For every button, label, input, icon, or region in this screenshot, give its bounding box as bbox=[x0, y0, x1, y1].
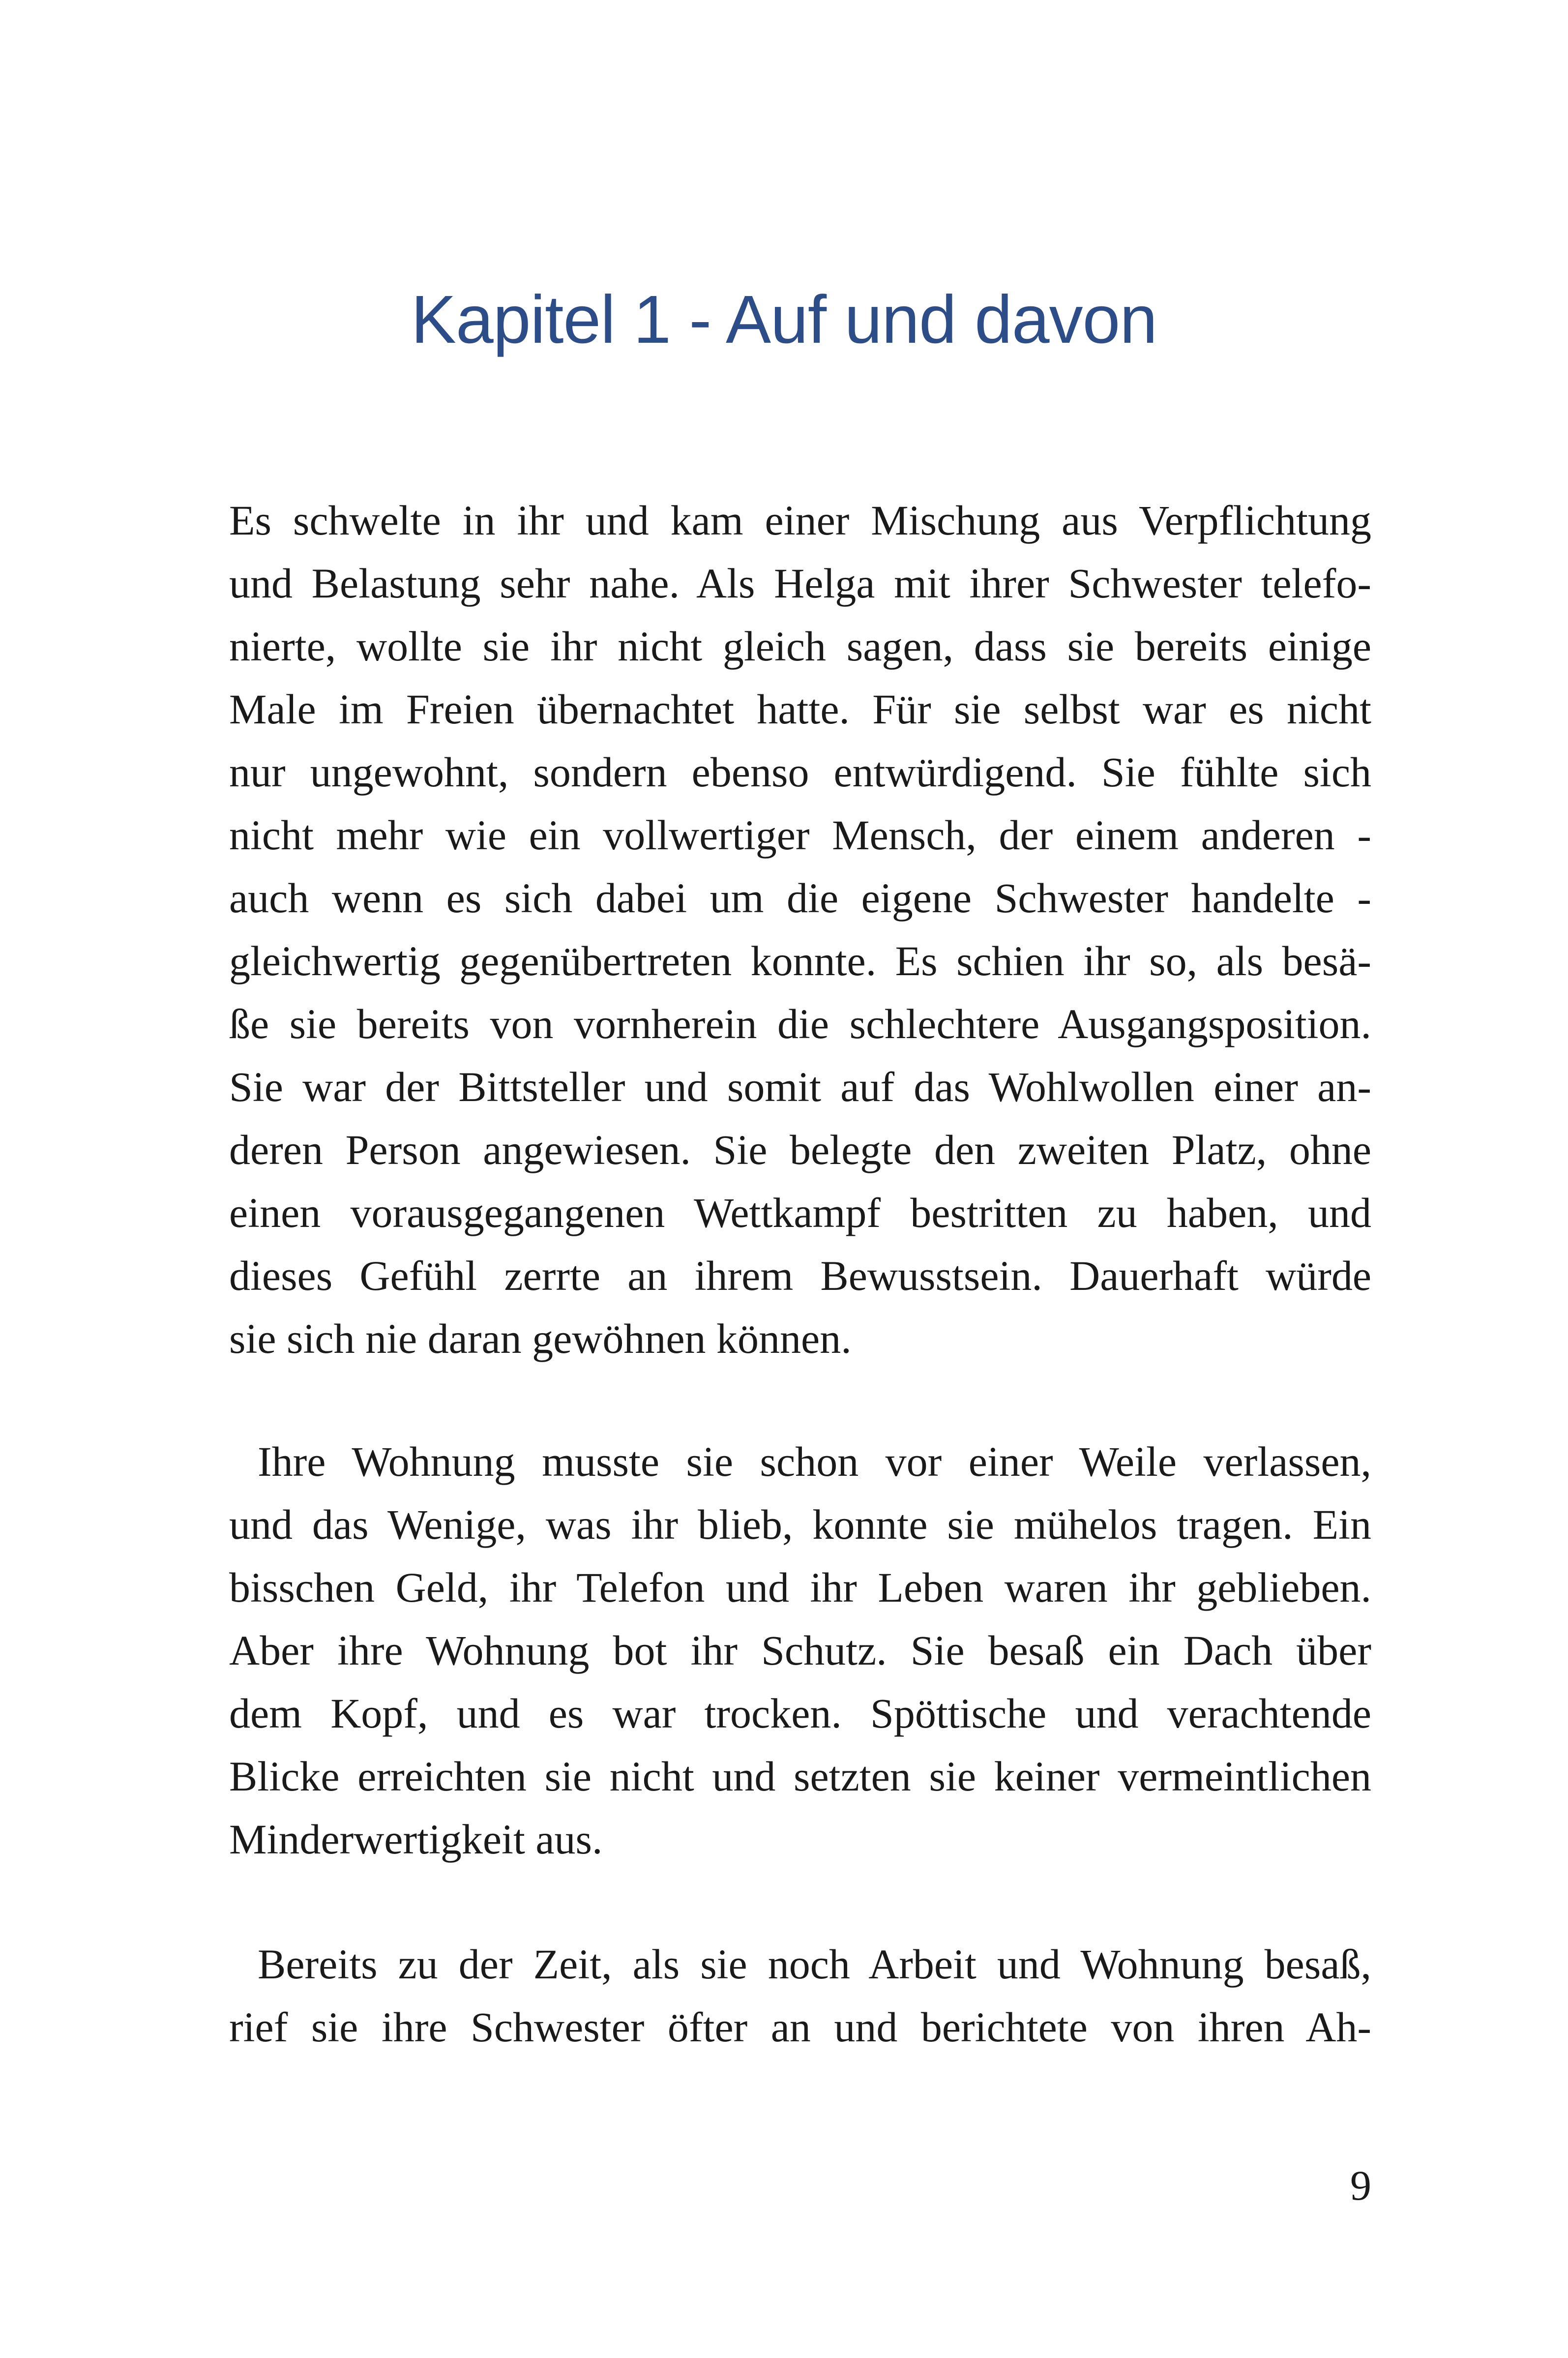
paragraph-2 bbox=[229, 1430, 1371, 1871]
text-line: Minderwertigkeit aus. bbox=[229, 1816, 603, 1863]
text-line: und das Wenige, was ihr blieb, konnte sie mühelos tragen. Ein bbox=[229, 1501, 1371, 1548]
text-line: Male im Freien übernachtet hatte. Für sie selbst war es nicht bbox=[229, 686, 1371, 733]
text-line: gleichwertig gegenübertreten konnte. Es schien ihr so, als besä- bbox=[229, 937, 1371, 985]
text-line: Sie war der Bittsteller und somit auf das Wohlwollen einer an- bbox=[229, 1063, 1371, 1110]
text-line: bisschen Geld, ihr Telefon und ihr Leben waren ihr geblieben. bbox=[229, 1564, 1371, 1611]
text-line: dieses Gefühl zerrte an ihrem Bewusstsein. Dauerhaft würde bbox=[229, 1252, 1371, 1299]
paragraph-3 bbox=[229, 1933, 1371, 2059]
text-line: nierte, wollte sie ihr nicht gleich sagen, dass sie bereits einige bbox=[229, 623, 1371, 670]
text-line: Ihre Wohnung musste sie schon vor einer Weile verlassen, bbox=[258, 1438, 1371, 1485]
text-line: Bereits zu der Zeit, als sie noch Arbeit und Wohnung besaß, bbox=[258, 1940, 1371, 1988]
text-line: Es schwelte in ihr und kam einer Mischung aus Verpflichtung bbox=[229, 497, 1371, 544]
page-number: 9 bbox=[1350, 2162, 1371, 2209]
chapter-title: Kapitel 1 - Auf und davon bbox=[411, 282, 1157, 358]
text-line: Aber ihre Wohnung bot ihr Schutz. Sie besaß ein Dach über bbox=[229, 1627, 1371, 1674]
text-line: dem Kopf, und es war trocken. Spöttische und verachtende bbox=[229, 1690, 1371, 1737]
text-line: einen vorausgegangenen Wettkampf bestritten zu haben, und bbox=[229, 1189, 1371, 1236]
text-line: auch wenn es sich dabei um die eigene Schwester handelte - bbox=[229, 874, 1371, 922]
text-line: nicht mehr wie ein vollwertiger Mensch, der einem anderen - bbox=[229, 811, 1371, 859]
text-line: deren Person angewiesen. Sie belegte den zweiten Platz, ohne bbox=[229, 1126, 1371, 1173]
paragraph-1 bbox=[229, 489, 1371, 1370]
text-line: und Belastung sehr nahe. Als Helga mit ihrer Schwester telefo- bbox=[229, 560, 1371, 607]
text-line: ße sie bereits von vornherein die schlechtere Ausgangsposition. bbox=[229, 1000, 1371, 1047]
text-line: Blicke erreichten sie nicht und setzten sie keiner vermeintlichen bbox=[229, 1753, 1371, 1800]
text-line: sie sich nie daran gewöhnen können. bbox=[229, 1315, 852, 1362]
text-line: rief sie ihre Schwester öfter an und berichtete von ihren Ah- bbox=[229, 2003, 1371, 2051]
text-line: nur ungewohnt, sondern ebenso entwürdigend. Sie fühlte sich bbox=[229, 748, 1371, 796]
